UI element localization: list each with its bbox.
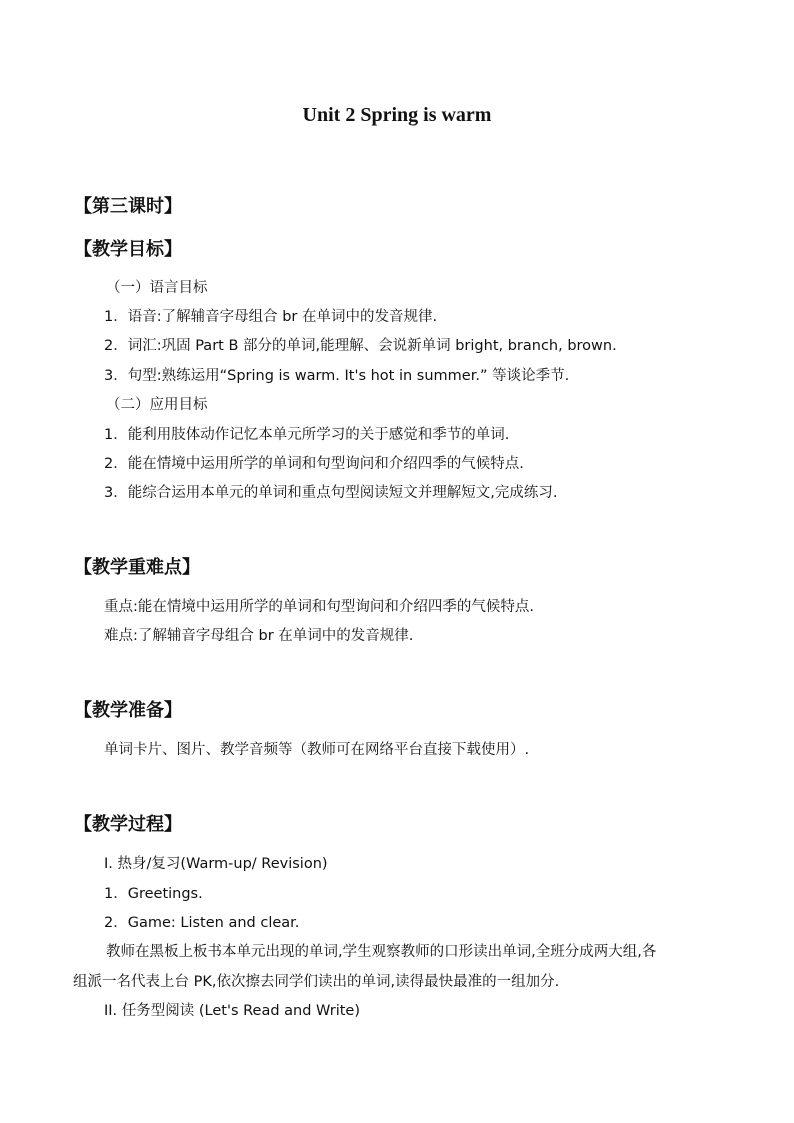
preparation-heading: 【教学准备】 bbox=[74, 700, 182, 721]
language-objective-item: 1．语音:了解辅音字母组合 br 在单词中的发音规律. bbox=[104, 309, 438, 325]
key-point-focus: 重点:能在情境中运用所学的单词和句型询问和介绍四季的气候特点. bbox=[104, 599, 534, 615]
process-paragraph-line: 组派一名代表上台 PK,依次擦去同学们读出的单词,读得最快最准的一组加分. bbox=[73, 974, 560, 990]
process-step-1: I. 热身/复习(Warm-up/ Revision) bbox=[104, 856, 328, 872]
key-point-difficulty: 难点:了解辅音字母组合 br 在单词中的发音规律. bbox=[104, 628, 414, 644]
application-objective-item: 3．能综合运用本单元的单词和重点句型阅读短文并理解短文,完成练习. bbox=[104, 485, 558, 501]
application-objective-item: 2．能在情境中运用所学的单词和句型询问和介绍四季的气候特点. bbox=[104, 456, 524, 472]
process-item: 1．Greetings. bbox=[104, 886, 203, 902]
process-paragraph-line: 教师在黑板上板书本单元出现的单词,学生观察教师的口形读出单词,全班分成两大组,各 bbox=[106, 944, 657, 960]
language-objectives-title: （一）语言目标 bbox=[106, 280, 208, 296]
key-points-heading: 【教学重难点】 bbox=[74, 557, 200, 578]
preparation-text: 单词卡片、图片、教学音频等（教师可在网络平台直接下载使用）. bbox=[104, 742, 530, 758]
process-heading: 【教学过程】 bbox=[74, 814, 182, 835]
process-item: 2．Game: Listen and clear. bbox=[104, 915, 300, 931]
language-objective-item: 2．词汇:巩固 Part B 部分的单词,能理解、会说新单词 bright, branch, brown. bbox=[104, 338, 617, 354]
document-title: Unit 2 Spring is warm bbox=[302, 104, 492, 126]
application-objectives-title: （二）应用目标 bbox=[106, 397, 208, 413]
language-objective-item: 3．句型:熟练运用“Spring is warm. It's hot in summer.” 等谈论季节. bbox=[104, 368, 570, 384]
process-step-2: II. 任务型阅读 (Let's Read and Write) bbox=[104, 1003, 360, 1019]
objectives-heading: 【教学目标】 bbox=[74, 239, 182, 260]
application-objective-item: 1．能利用肢体动作记忆本单元所学习的关于感觉和季节的单词. bbox=[104, 427, 510, 443]
lesson-period-heading: 【第三课时】 bbox=[74, 196, 182, 217]
